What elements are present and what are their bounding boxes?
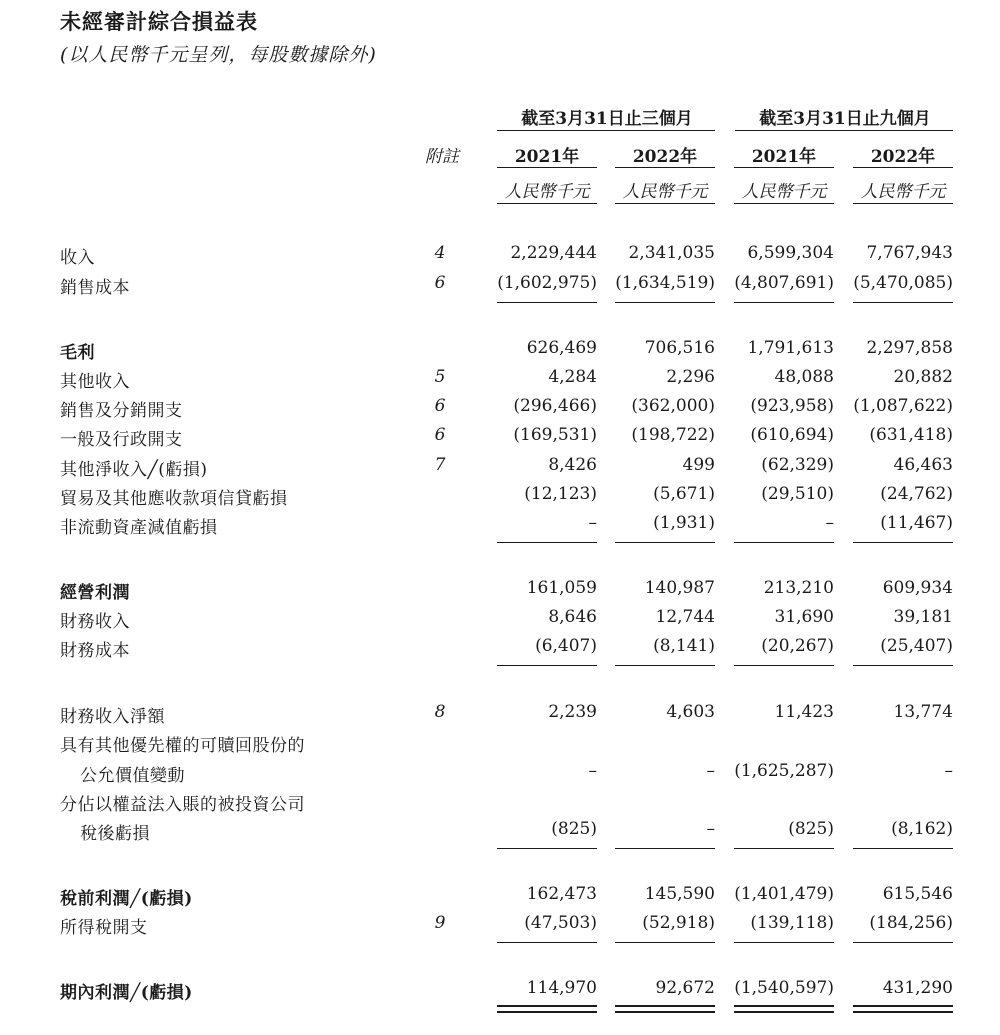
value-cell: 13,774 (893, 702, 953, 722)
header-unit: 人民幣千元 (860, 182, 946, 202)
value-cell: 2,341,035 (628, 243, 715, 263)
value-cell: (1,931) (653, 513, 715, 533)
value-cell: 8,646 (548, 607, 597, 627)
subtotal-rule (615, 302, 715, 303)
total-double-rule (497, 1005, 597, 1013)
header-year-rule (853, 167, 953, 168)
value-cell: – (825, 513, 834, 533)
value-cell: (5,470,085) (853, 273, 953, 293)
value-cell: – (706, 761, 715, 781)
header-year-n-2022: 2022年 (870, 147, 936, 167)
row-label-revenue: 收入 (60, 248, 95, 268)
value-cell: 20,882 (893, 367, 953, 387)
row-label-profit-for-period: 期內利潤╱(虧損) (60, 983, 193, 1003)
header-unit-rule (853, 203, 953, 204)
subtotal-rule (615, 942, 715, 943)
row-note: 6 (434, 425, 446, 445)
value-cell: (825) (551, 819, 597, 839)
value-cell: 2,297,858 (866, 338, 953, 358)
value-cell: 145,590 (644, 884, 715, 904)
subtotal-rule (497, 542, 597, 543)
row-label-income-tax: 所得稅開支 (60, 918, 148, 938)
header-nine-months-rule (735, 130, 953, 131)
value-cell: 4,603 (666, 702, 715, 722)
value-cell: (20,267) (761, 636, 834, 656)
value-cell: 4,284 (548, 367, 597, 387)
header-unit-rule (497, 203, 597, 204)
row-note: 7 (434, 455, 446, 475)
value-cell: (169,531) (513, 425, 597, 445)
header-unit: 人民幣千元 (622, 182, 708, 202)
subtotal-rule (734, 542, 834, 543)
value-cell: 162,473 (526, 884, 597, 904)
row-label-fair-value-change: 公允價值變動 (80, 766, 185, 786)
value-cell: (139,118) (750, 913, 834, 933)
value-cell: (24,762) (880, 484, 953, 504)
value-cell: (25,407) (880, 636, 953, 656)
value-cell: 161,059 (526, 578, 597, 598)
statement-subtitle: (以人民幣千元呈列，每股數據除外) (60, 44, 377, 66)
value-cell: (29,510) (761, 484, 834, 504)
subtotal-rule (853, 302, 953, 303)
row-label-profit-before-tax: 稅前利潤╱(虧損) (60, 889, 193, 909)
row-label-selling-expenses: 銷售及分銷開支 (60, 401, 183, 421)
header-year-q-2021: 2021年 (514, 147, 580, 167)
subtotal-rule (734, 942, 834, 943)
value-cell: 7,767,943 (866, 243, 953, 263)
row-label-finance-costs: 財務成本 (60, 641, 130, 661)
value-cell: (11,467) (880, 513, 953, 533)
value-cell: (8,141) (653, 636, 715, 656)
subtotal-rule (615, 665, 715, 666)
subtotal-rule (497, 665, 597, 666)
row-label-cost-of-sales: 銷售成本 (60, 278, 130, 298)
value-cell: – (588, 761, 597, 781)
value-cell: 626,469 (526, 338, 597, 358)
subtotal-rule (734, 848, 834, 849)
row-label-finance-income: 財務收入 (60, 612, 130, 632)
value-cell: 8,426 (548, 455, 597, 475)
value-cell: (1,602,975) (497, 273, 597, 293)
value-cell: (362,000) (631, 396, 715, 416)
value-cell: – (706, 819, 715, 839)
row-note: 8 (434, 702, 446, 722)
row-note: 4 (434, 243, 446, 263)
value-cell: 2,296 (666, 367, 715, 387)
value-cell: (296,466) (513, 396, 597, 416)
value-cell: 11,423 (774, 702, 834, 722)
value-cell: 46,463 (893, 455, 953, 475)
subtotal-rule (497, 302, 597, 303)
row-label-redeemable-shares: 具有其他優先權的可贖回股份的 (60, 736, 305, 756)
value-cell: (62,329) (761, 455, 834, 475)
subtotal-rule (615, 848, 715, 849)
subtotal-rule (734, 302, 834, 303)
value-cell: 1,791,613 (747, 338, 834, 358)
value-cell: 6,599,304 (747, 243, 834, 263)
subtotal-rule (497, 942, 597, 943)
row-label-impairment: 非流動資產減值虧損 (60, 518, 218, 538)
subtotal-rule (615, 542, 715, 543)
subtotal-rule (853, 542, 953, 543)
header-three-months: 截至3月31日止三個月 (521, 109, 693, 129)
value-cell: (47,503) (524, 913, 597, 933)
value-cell: (1,540,597) (734, 978, 834, 998)
subtotal-rule (853, 942, 953, 943)
value-cell: – (588, 513, 597, 533)
subtotal-rule (853, 848, 953, 849)
row-note: 6 (434, 396, 446, 416)
value-cell: (1,087,622) (853, 396, 953, 416)
value-cell: (184,256) (869, 913, 953, 933)
row-note: 9 (434, 913, 446, 933)
value-cell: 609,934 (882, 578, 953, 598)
value-cell: 431,290 (882, 978, 953, 998)
value-cell: (1,401,479) (734, 884, 834, 904)
value-cell: (198,722) (631, 425, 715, 445)
row-label-other-income: 其他收入 (60, 372, 130, 392)
value-cell: 213,210 (763, 578, 834, 598)
statement-title: 未經審計綜合損益表 (60, 9, 258, 34)
value-cell: 114,970 (526, 978, 597, 998)
header-year-q-2022: 2022年 (632, 147, 698, 167)
row-label-operating-profit: 經營利潤 (60, 583, 130, 603)
subtotal-rule (497, 848, 597, 849)
header-unit: 人民幣千元 (741, 182, 827, 202)
row-note: 6 (434, 273, 446, 293)
header-nine-months: 截至3月31日止九個月 (759, 109, 931, 129)
header-year-rule (497, 167, 597, 168)
header-unit-rule (734, 203, 834, 204)
row-label-admin-expenses: 一般及行政開支 (60, 430, 183, 450)
header-year-rule (734, 167, 834, 168)
value-cell: (923,958) (750, 396, 834, 416)
subtotal-rule (853, 665, 953, 666)
value-cell: 2,229,444 (510, 243, 597, 263)
value-cell: (610,694) (750, 425, 834, 445)
value-cell: 48,088 (774, 367, 834, 387)
row-label-gross-profit: 毛利 (60, 343, 95, 363)
value-cell: (631,418) (869, 425, 953, 445)
header-unit: 人民幣千元 (504, 182, 590, 202)
value-cell: 499 (682, 455, 715, 475)
value-cell: 706,516 (644, 338, 715, 358)
row-label-post-tax-loss: 稅後虧損 (80, 824, 150, 844)
value-cell: 140,987 (644, 578, 715, 598)
total-double-rule (615, 1005, 715, 1013)
value-cell: (1,625,287) (734, 761, 834, 781)
row-label-other-net-income: 其他淨收入╱(虧損) (60, 460, 208, 480)
row-note: 5 (434, 367, 446, 387)
value-cell: (4,807,691) (734, 273, 834, 293)
row-label-credit-losses: 貿易及其他應收款項信貸虧損 (60, 489, 288, 509)
value-cell: 12,744 (655, 607, 715, 627)
value-cell: (825) (788, 819, 834, 839)
value-cell: (12,123) (524, 484, 597, 504)
header-year-n-2021: 2021年 (751, 147, 817, 167)
total-double-rule (853, 1005, 953, 1013)
value-cell: (5,671) (653, 484, 715, 504)
value-cell: 615,546 (882, 884, 953, 904)
header-unit-rule (615, 203, 715, 204)
row-label-equity-investees: 分佔以權益法入賬的被投資公司 (60, 795, 305, 815)
value-cell: (8,162) (891, 819, 953, 839)
total-double-rule (734, 1005, 834, 1013)
value-cell: 31,690 (774, 607, 834, 627)
value-cell: (1,634,519) (615, 273, 715, 293)
subtotal-rule (734, 665, 834, 666)
header-note-label: 附註 (425, 147, 459, 167)
value-cell: (52,918) (642, 913, 715, 933)
value-cell: 2,239 (548, 702, 597, 722)
row-label-net-finance-income: 財務收入淨額 (60, 707, 165, 727)
header-year-rule (615, 167, 715, 168)
value-cell: (6,407) (535, 636, 597, 656)
value-cell: 92,672 (655, 978, 715, 998)
value-cell: 39,181 (893, 607, 953, 627)
value-cell: – (944, 761, 953, 781)
header-three-months-rule (497, 130, 715, 131)
